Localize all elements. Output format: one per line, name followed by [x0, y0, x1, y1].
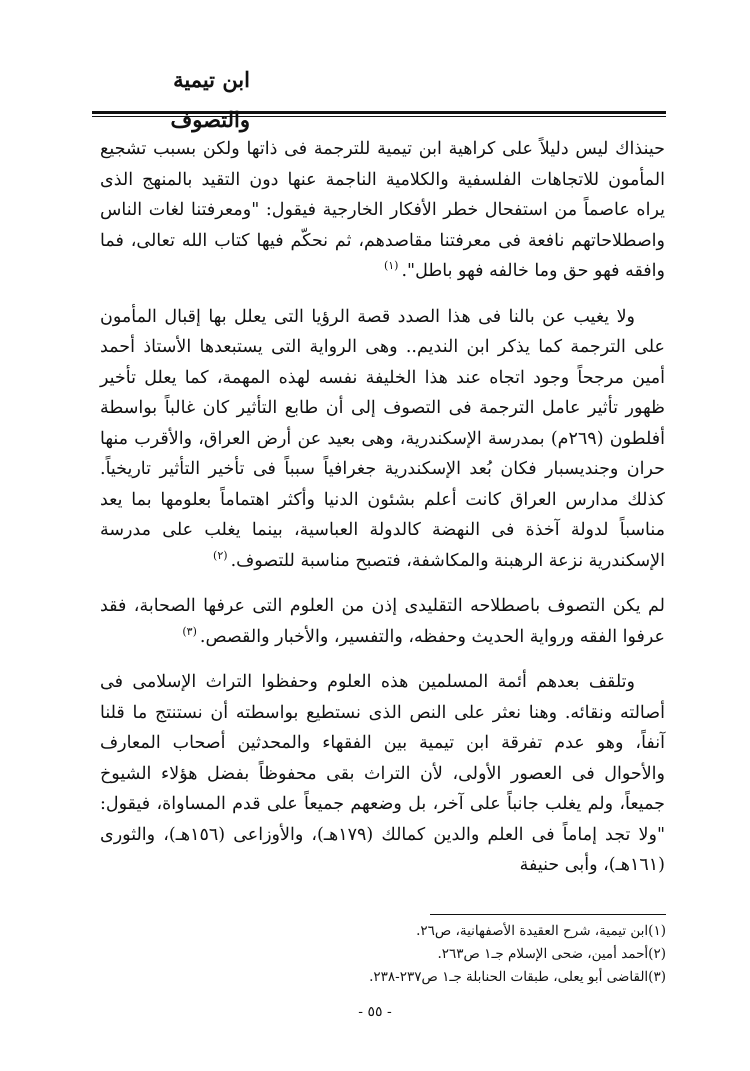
running-header-title: ابن تيمية والتصوف	[170, 67, 250, 132]
footnote-separator	[430, 914, 666, 915]
paragraph-2-text: ولا يغيب عن بالنا فى هذا الصدد قصة الرؤيا التى يعلل بها إقبال المأمون على الترجمة كما يذكر ابن النديم.. وهى الرواية التى يستبعدها الأستاذ أحمد أمين مرجحاً وجود اتجاه عند هذا الخليفة نفسه لهذه المهمة، كما يعلل تأخير ظهور تأثير عامل الترجمة فى التصوف إلى أن طابع التأثير كان غالباً بواسطة أفلطون (٢٦٩م) بمدرسة الإسكندرية، وهى بعيد عن أرض العراق، والأقرب منها حران وجنديسبار فكان بُعد الإسكندرية جغرافياً سبباً فى تأخير التأثير تاريخياً. كذلك مدارس العراق كانت أعلم بشئون الدنيا وأكثر اهتماماً بعلومها بما يعد مناسباً لدولة آخذة فى النهضة كالدولة العباسية، بينما يغلب على مدرسة الإسكندرية نزعة الرهبنة والمكاشفة، فتصبح مناسبة للتصوف.	[100, 306, 665, 571]
footnote-ref-2: (٢)	[213, 548, 228, 562]
paragraph-1-text: حينذاك ليس دليلاً على كراهية ابن تيمية للترجمة فى ذاتها ولكن بسبب تشجيع المأمون للاتجاهات الفلسفية والكلامية الناجمة عنها دون التقيد بالمنهج الذى يراه عاصماً من استفحال خطر الأفكار الخارجية فيقول: "ومعرفتنا لغات الناس واصطلاحاتهم نافعة فى معرفتنا مقاصدهم، ثم نحكّم فيها كتاب الله تعالى، فما وافقه فهو حق وما خالفه فهو باطل".	[100, 139, 665, 281]
page-number: - ٥٥ -	[358, 1004, 392, 1020]
footnote-3: (٣)القاضى أبو يعلى، طبقات الحنابلة جـ١ ص٢٣٧-٢٣٨.	[369, 969, 666, 985]
header-rule-thin	[92, 116, 666, 117]
header-rule	[92, 111, 666, 114]
paragraph-3	[100, 591, 665, 652]
paragraph-3-text: لم يكن التصوف باصطلاحه التقليدى إذن من العلوم التى عرفها الصحابة، فقد عرفوا الفقه ورواية الحديث وحفظه، والتفسير، والأخبار والقصص.	[100, 596, 665, 647]
paragraph-1	[100, 134, 665, 287]
paragraph-4	[100, 667, 665, 881]
body-text	[100, 134, 665, 896]
footnotes	[230, 920, 666, 989]
paragraph-4-text: وتلقف بعدهم أئمة المسلمين هذه العلوم وحفظوا التراث الإسلامى فى أصالته ونقائه. وهنا نعثر على النص الذى نستطيع بواسطته أن نستنتج ما قلنا آنفاً، وهو عدم تفرقة ابن تيمية بين الفقهاء والمحدثين أصحاب المعارف والأحوال فى العصور الأولى، لأن التراث بقى محفوظاً بفضل هؤلاء الشيوخ جميعاً، ولم يغلب جانباً على آخر، بل وضعهم جميعاً على قدم المساواة، فيقول: "ولا تجد إماماً فى العلم والدين كمالك (١٧٩هـ)، والأوزاعى (١٥٦هـ)، والثورى (١٦١هـ)، وأبى حنيفة	[100, 672, 665, 875]
footnote-1: (١)ابن تيمية، شرح العقيدة الأصفهانية، ص٢٦.	[416, 923, 666, 939]
paragraph-2	[100, 302, 665, 577]
footnote-ref-3: (٣)	[182, 624, 197, 638]
footnote-ref-1: (١)	[383, 259, 399, 273]
footnote-2: (٢)أحمد أمين، ضحى الإسلام جـ١ ص٢٦٣.	[437, 946, 666, 962]
